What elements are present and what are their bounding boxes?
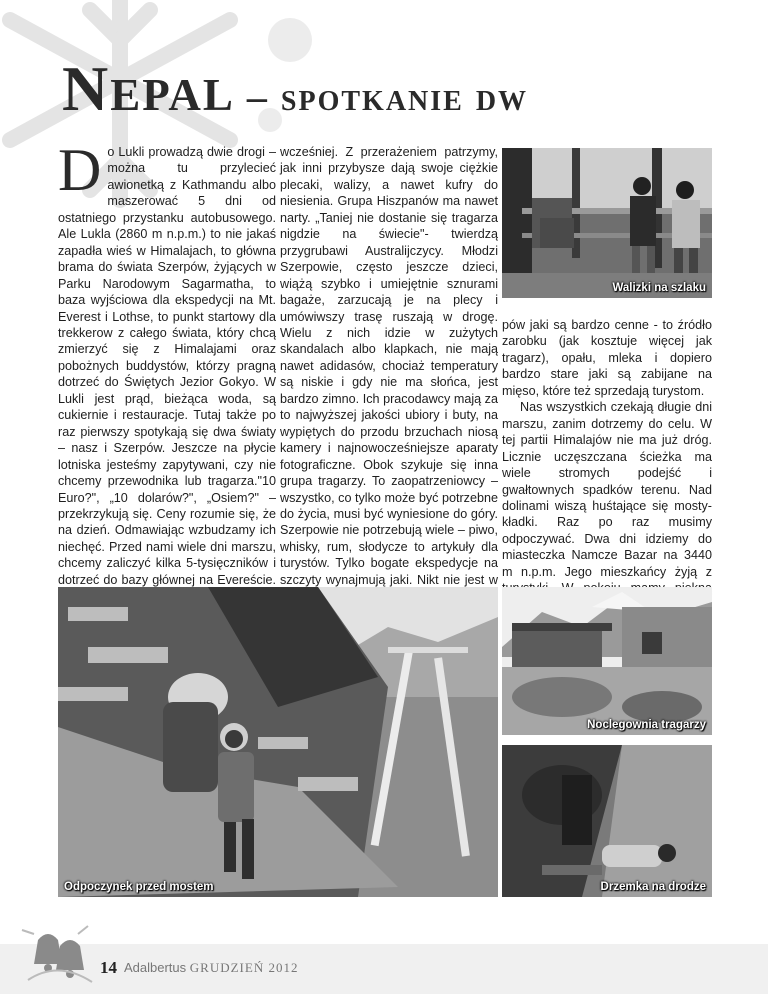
photo-walizki-image (502, 148, 712, 298)
column-1-text: o Lukli prowadzą dwie drogi – można tu przylecieć awionetką z Kathmandu albo maszerować 5 dni od ostatniego przystanku autobusowego. Ale Lukla (2860 m n.p.m.) to nie jakaś zapadła wieś w Himalajach, to główna brama do świata Szerpów, żyjących w Parku Narodowym Sagarmatha, to baza wyjściowa dla ekspedycji na Mt. Everest i Lothse, to punkt startowy dla trekkerow z całego świata, który chcą zmierzyć się z Himalajami oraz pobożnych buddystów, którzy pragną dotrzeć do Świętych Jezior Gokyo. W Lukli jest prąd, bieżąca woda, są cukiernie i restauracje. Tutaj także po raz pierwszy spotykają się dwa światy – nasz i Szerpów. Jeszcze na płycie lotniska jesteśmy zapytywani, czy nie chcemy przewodnika lub tragarza."10 Euro?", „10 dolarów?", „Osiem?" – przekrzykują się. Ceny rozumie się, że na dzień. Odmawiając wzbudzamy ich niechęć. Przed nami wiele dni marszu, chcemy zaliczyć kilka 5-tysięczników i dotrzeć do bazy głównej na Evereście. (58, 145, 276, 587)
photo-noclegownia-image (502, 587, 712, 735)
caption-drzemka: Drzemka na drodze (600, 881, 706, 893)
page-footer (0, 914, 768, 994)
photo-odpoczynek-image (58, 587, 498, 897)
text-column-1 (58, 137, 276, 638)
text-column-2 (280, 144, 498, 638)
photo-odpoczynek (58, 587, 498, 897)
title-main: Nepal (62, 53, 235, 124)
photo-drzemka (502, 745, 712, 897)
caption-noclegownia: Noclegownia tragarzy (587, 719, 706, 731)
column-3-paragraph-2: Nas wszystkich czekają długie dni marszu, zanim dotrzemy do celu. W tej partii Himalajów nie ma już dróg. Licznie uczęszczana ścieżka ma wiele stromych podejść i gwałtownych spadków terenu. Nad dolinami wiszą huśtające się mosty-kładki. Raz po raz musimy odpoczywać. Dwa dni idziemy do miasteczka Namcze Bazar na 3440 m n.p.m. Jego mieszkańcy żyją z (502, 400, 712, 579)
photo-walizki (502, 148, 712, 298)
magazine-name: Adalbertus (124, 960, 187, 975)
article-title (62, 52, 528, 126)
column-3-paragraph-1: pów jaki są bardzo cenne - to źródło zarobku (jak kosztuje więcej jak tragarz), opału, mleka i dopiero bardzo stare jaki są zabijane na mięso, które też sprzedają turystom. (502, 318, 712, 398)
caption-odpoczynek: Odpoczynek przed mostem (64, 881, 214, 893)
issue-date: GRUDZIEŃ 2012 (189, 960, 299, 975)
page-number: 14 (100, 958, 117, 977)
text-column-3 (502, 317, 712, 630)
dropcap-letter: D (58, 137, 102, 203)
caption-walizki: Walizki na szlaku (612, 282, 706, 294)
christmas-bells-icon (18, 920, 98, 992)
column-2-text: wcześniej. Z przerażeniem patrzymy, jak inni przybysze dają swoje ciężkie plecaki, walizy, a nawet kufry do niesienia. Grupa Hiszpanów ma nawet narty. „Taniej nie dostanie się tragarza nigdzie na świecie"- twierdzą przygrubawi Australijczycy. Młodzi Szerpowie, często jeszcze dzieci, wiążą szybko i umiejętnie sznurami bagaże, zarzucają je na plecy i umówiwszy trasę ruszają w drogę. Wielu z nich idzie w zużytych skandalach albo klapkach, nie mają nawet adidasów, chociaż temperatury są niskie i gdy nie ma słońca, jest bardzo zimno. Ich pracodawcy mają za to najwyższej jakości ubiory i buty, na wypiętych do przodu brzuchach niosą kamery i najnowocześniejsze aparaty fotograficzne. Obok szykuje się inna grupa tragarzy. To zaopatrzeniowcy – wszystko, co tylko może być potrzebne do życia, musi być wyniesione do góry. Szerpowie nie potrzebują wiele – piwo, whisky, rum, słodycze to artykuły dla turystów. Tylko bogate ekspedycje na szczyty wynajmują jaki. Nikt nie jest w (280, 145, 498, 587)
photo-noclegownia (502, 587, 712, 735)
magazine-issue (124, 960, 298, 976)
photo-drzemka-image (502, 745, 712, 897)
title-rest: – spotkanie dw (234, 74, 529, 119)
